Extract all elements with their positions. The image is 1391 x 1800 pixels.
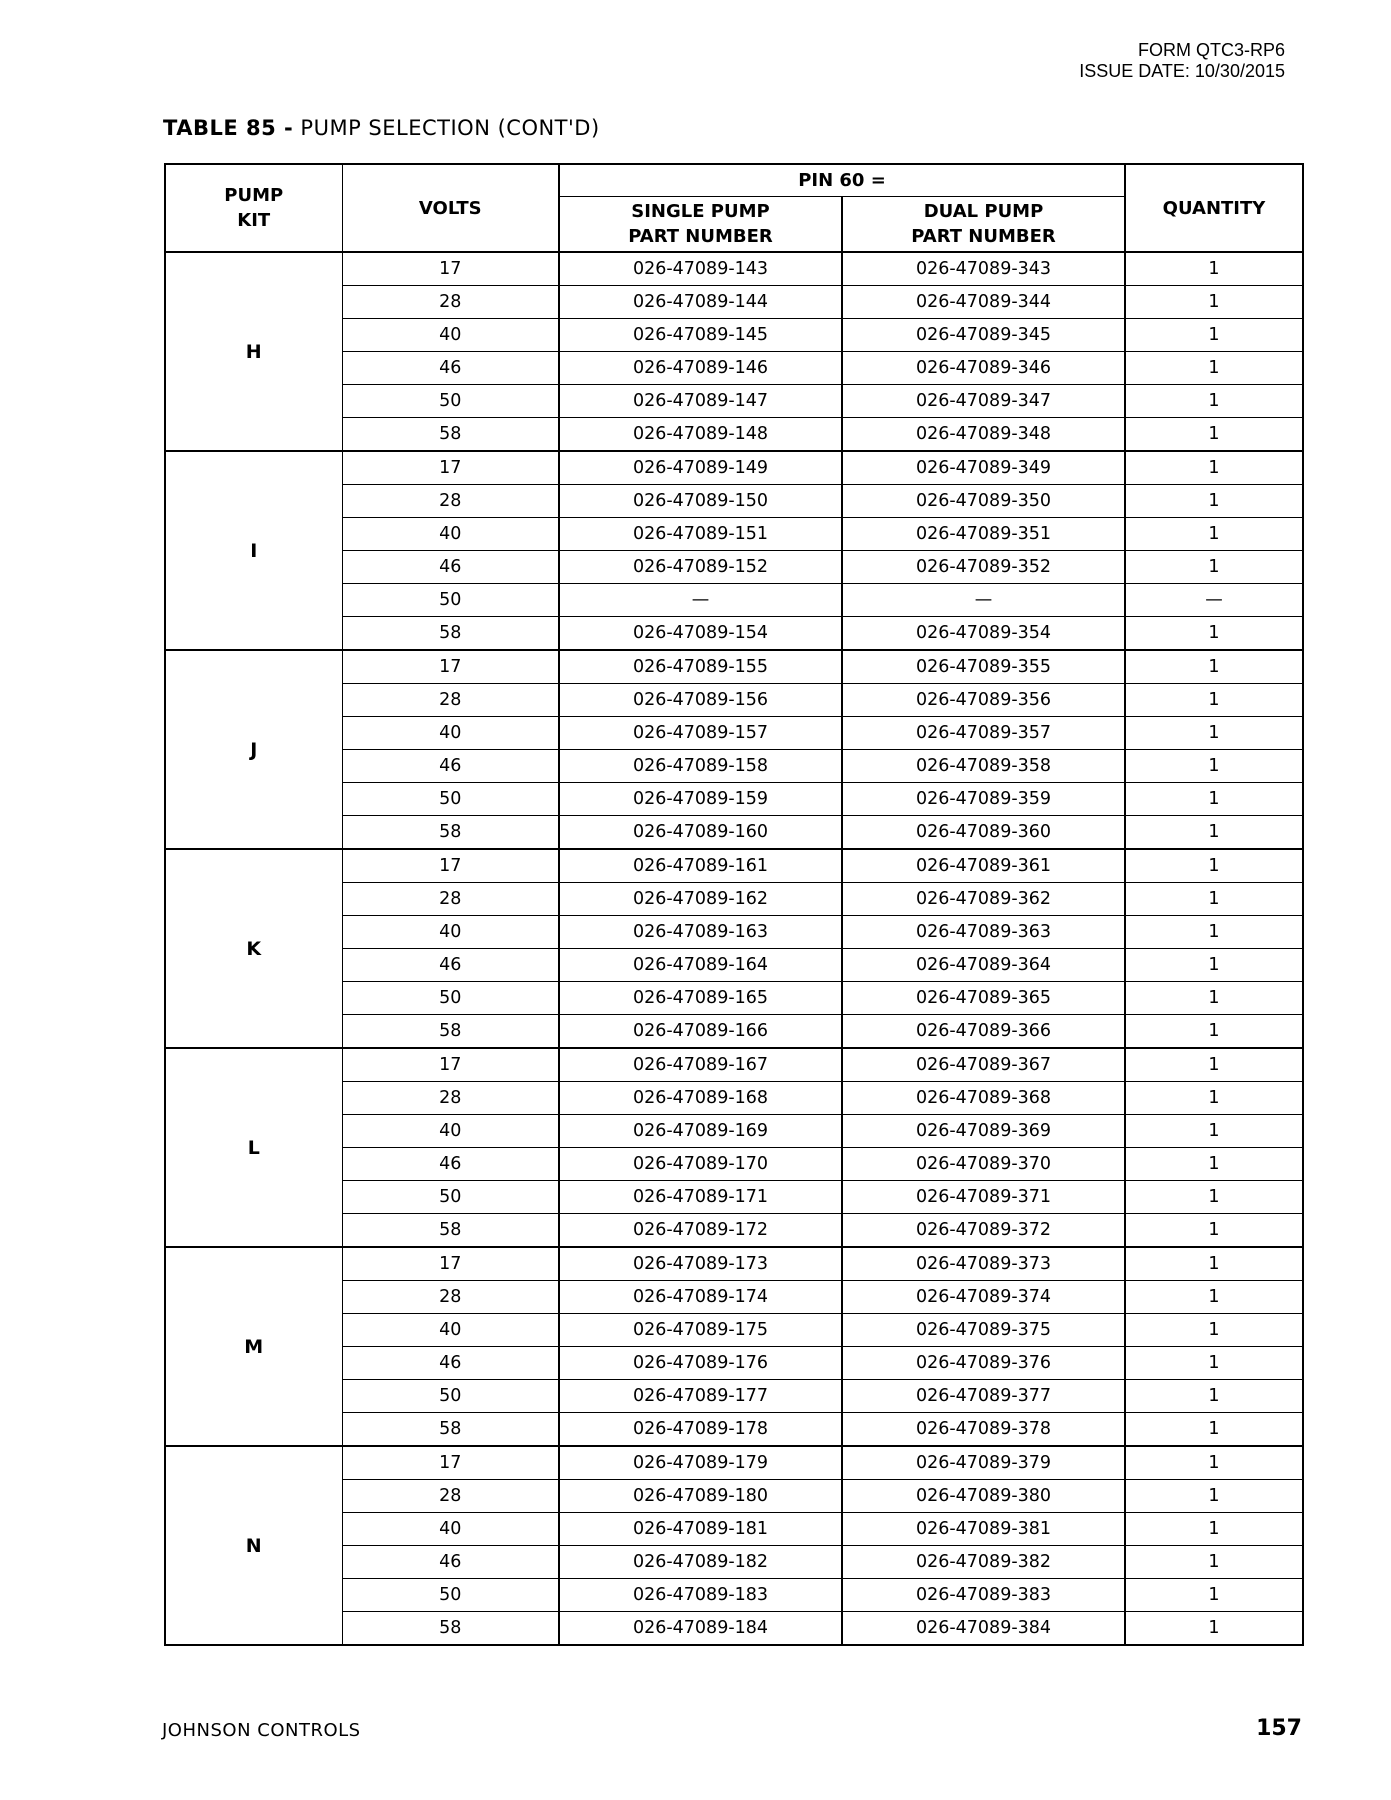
- table-row: [165, 650, 1303, 684]
- volts-cell: 50: [342, 982, 559, 1015]
- volts-cell: 46: [342, 551, 559, 584]
- col-header-single-line1: SINGLE PUMP: [631, 201, 770, 222]
- volts-cell: 50: [342, 1579, 559, 1612]
- single-pump-part-cell: 026-47089-174: [559, 1281, 842, 1314]
- quantity-cell: 1: [1125, 1148, 1303, 1181]
- dual-pump-part-cell: 026-47089-382: [842, 1546, 1125, 1579]
- dual-pump-part-cell: 026-47089-358: [842, 750, 1125, 783]
- dual-pump-part-cell: 026-47089-364: [842, 949, 1125, 982]
- volts-cell: 17: [342, 1247, 559, 1281]
- quantity-cell: 1: [1125, 551, 1303, 584]
- quantity-cell: 1: [1125, 849, 1303, 883]
- dual-pump-part-cell: 026-47089-345: [842, 319, 1125, 352]
- volts-cell: 50: [342, 1380, 559, 1413]
- volts-cell: 46: [342, 1148, 559, 1181]
- volts-cell: 40: [342, 518, 559, 551]
- single-pump-part-cell: 026-47089-148: [559, 418, 842, 452]
- single-pump-part-cell: —: [559, 584, 842, 617]
- volts-cell: 46: [342, 750, 559, 783]
- single-pump-part-cell: 026-47089-145: [559, 319, 842, 352]
- dual-pump-part-cell: 026-47089-367: [842, 1048, 1125, 1082]
- kit-group: [165, 451, 1303, 650]
- quantity-cell: 1: [1125, 1513, 1303, 1546]
- single-pump-part-cell: 026-47089-155: [559, 650, 842, 684]
- quantity-cell: 1: [1125, 518, 1303, 551]
- col-header-volts: VOLTS: [342, 164, 559, 252]
- footer-company: JOHNSON CONTROLS: [162, 1720, 361, 1741]
- volts-cell: 46: [342, 1347, 559, 1380]
- pump-kit-cell: N: [165, 1446, 342, 1645]
- dual-pump-part-cell: 026-47089-351: [842, 518, 1125, 551]
- single-pump-part-cell: 026-47089-176: [559, 1347, 842, 1380]
- dual-pump-part-cell: 026-47089-363: [842, 916, 1125, 949]
- volts-cell: 40: [342, 916, 559, 949]
- single-pump-part-cell: 026-47089-182: [559, 1546, 842, 1579]
- volts-cell: 46: [342, 352, 559, 385]
- dual-pump-part-cell: 026-47089-379: [842, 1446, 1125, 1480]
- volts-cell: 58: [342, 1015, 559, 1049]
- volts-cell: 17: [342, 451, 559, 485]
- quantity-cell: 1: [1125, 617, 1303, 651]
- single-pump-part-cell: 026-47089-154: [559, 617, 842, 651]
- col-header-pump-kit: [165, 164, 342, 252]
- col-header-pump-kit-line1: PUMP: [224, 185, 284, 206]
- dual-pump-part-cell: 026-47089-350: [842, 485, 1125, 518]
- single-pump-part-cell: 026-47089-171: [559, 1181, 842, 1214]
- single-pump-part-cell: 026-47089-163: [559, 916, 842, 949]
- kit-group: [165, 1247, 1303, 1446]
- single-pump-part-cell: 026-47089-168: [559, 1082, 842, 1115]
- pump-kit-cell: K: [165, 849, 342, 1048]
- single-pump-part-cell: 026-47089-147: [559, 385, 842, 418]
- single-pump-part-cell: 026-47089-151: [559, 518, 842, 551]
- single-pump-part-cell: 026-47089-166: [559, 1015, 842, 1049]
- volts-cell: 50: [342, 584, 559, 617]
- volts-cell: 40: [342, 1115, 559, 1148]
- dual-pump-part-cell: 026-47089-384: [842, 1612, 1125, 1646]
- pump-kit-cell: J: [165, 650, 342, 849]
- kit-group: [165, 650, 1303, 849]
- volts-cell: 50: [342, 1181, 559, 1214]
- volts-cell: 28: [342, 1480, 559, 1513]
- volts-cell: 58: [342, 1413, 559, 1447]
- col-header-dual-pump: [842, 197, 1125, 253]
- quantity-cell: 1: [1125, 1314, 1303, 1347]
- quantity-cell: 1: [1125, 1612, 1303, 1646]
- quantity-cell: 1: [1125, 1181, 1303, 1214]
- quantity-cell: 1: [1125, 1082, 1303, 1115]
- quantity-cell: 1: [1125, 1247, 1303, 1281]
- dual-pump-part-cell: 026-47089-352: [842, 551, 1125, 584]
- single-pump-part-cell: 026-47089-143: [559, 252, 842, 286]
- single-pump-part-cell: 026-47089-162: [559, 883, 842, 916]
- quantity-cell: 1: [1125, 1546, 1303, 1579]
- volts-cell: 28: [342, 485, 559, 518]
- quantity-cell: 1: [1125, 1214, 1303, 1248]
- col-header-dual-line1: DUAL PUMP: [923, 201, 1044, 222]
- pump-kit-cell: I: [165, 451, 342, 650]
- dual-pump-part-cell: 026-47089-378: [842, 1413, 1125, 1447]
- volts-cell: 28: [342, 1082, 559, 1115]
- volts-cell: 17: [342, 252, 559, 286]
- volts-cell: 17: [342, 1446, 559, 1480]
- volts-cell: 58: [342, 816, 559, 850]
- dual-pump-part-cell: 026-47089-343: [842, 252, 1125, 286]
- pump-kit-cell: H: [165, 252, 342, 451]
- single-pump-part-cell: 026-47089-157: [559, 717, 842, 750]
- pump-kit-cell: L: [165, 1048, 342, 1247]
- issue-date: ISSUE DATE: 10/30/2015: [1079, 61, 1285, 81]
- dual-pump-part-cell: 026-47089-366: [842, 1015, 1125, 1049]
- quantity-cell: 1: [1125, 418, 1303, 452]
- quantity-cell: 1: [1125, 1281, 1303, 1314]
- dual-pump-part-cell: 026-47089-376: [842, 1347, 1125, 1380]
- pump-kit-cell: M: [165, 1247, 342, 1446]
- table-row: [165, 1048, 1303, 1082]
- single-pump-part-cell: 026-47089-159: [559, 783, 842, 816]
- dual-pump-part-cell: 026-47089-365: [842, 982, 1125, 1015]
- quantity-cell: 1: [1125, 1480, 1303, 1513]
- quantity-cell: 1: [1125, 1579, 1303, 1612]
- table-row: [165, 1446, 1303, 1480]
- quantity-cell: 1: [1125, 1115, 1303, 1148]
- volts-cell: 28: [342, 286, 559, 319]
- dual-pump-part-cell: —: [842, 584, 1125, 617]
- quantity-cell: 1: [1125, 1347, 1303, 1380]
- col-header-dual-line2: PART NUMBER: [911, 226, 1056, 247]
- volts-cell: 40: [342, 1513, 559, 1546]
- dual-pump-part-cell: 026-47089-369: [842, 1115, 1125, 1148]
- volts-cell: 58: [342, 1612, 559, 1646]
- single-pump-part-cell: 026-47089-179: [559, 1446, 842, 1480]
- dual-pump-part-cell: 026-47089-354: [842, 617, 1125, 651]
- single-pump-part-cell: 026-47089-149: [559, 451, 842, 485]
- dual-pump-part-cell: 026-47089-346: [842, 352, 1125, 385]
- single-pump-part-cell: 026-47089-161: [559, 849, 842, 883]
- kit-group: [165, 1446, 1303, 1645]
- dual-pump-part-cell: 026-47089-377: [842, 1380, 1125, 1413]
- volts-cell: 50: [342, 783, 559, 816]
- dual-pump-part-cell: 026-47089-375: [842, 1314, 1125, 1347]
- dual-pump-part-cell: 026-47089-380: [842, 1480, 1125, 1513]
- form-header: [1079, 40, 1285, 82]
- single-pump-part-cell: 026-47089-164: [559, 949, 842, 982]
- quantity-cell: 1: [1125, 485, 1303, 518]
- volts-cell: 17: [342, 650, 559, 684]
- col-header-single-line2: PART NUMBER: [628, 226, 773, 247]
- page-number: 157: [1256, 1716, 1302, 1741]
- quantity-cell: 1: [1125, 816, 1303, 850]
- quantity-cell: —: [1125, 584, 1303, 617]
- quantity-cell: 1: [1125, 684, 1303, 717]
- kit-group: [165, 1048, 1303, 1247]
- single-pump-part-cell: 026-47089-152: [559, 551, 842, 584]
- single-pump-part-cell: 026-47089-183: [559, 1579, 842, 1612]
- volts-cell: 28: [342, 684, 559, 717]
- volts-cell: 58: [342, 617, 559, 651]
- volts-cell: 17: [342, 849, 559, 883]
- kit-group: [165, 252, 1303, 451]
- single-pump-part-cell: 026-47089-178: [559, 1413, 842, 1447]
- quantity-cell: 1: [1125, 252, 1303, 286]
- volts-cell: 28: [342, 1281, 559, 1314]
- quantity-cell: 1: [1125, 916, 1303, 949]
- single-pump-part-cell: 026-47089-144: [559, 286, 842, 319]
- dual-pump-part-cell: 026-47089-344: [842, 286, 1125, 319]
- dual-pump-part-cell: 026-47089-383: [842, 1579, 1125, 1612]
- single-pump-part-cell: 026-47089-173: [559, 1247, 842, 1281]
- single-pump-part-cell: 026-47089-180: [559, 1480, 842, 1513]
- col-header-pin60: PIN 60 =: [559, 164, 1125, 197]
- quantity-cell: 1: [1125, 286, 1303, 319]
- single-pump-part-cell: 026-47089-184: [559, 1612, 842, 1646]
- dual-pump-part-cell: 026-47089-347: [842, 385, 1125, 418]
- quantity-cell: 1: [1125, 1380, 1303, 1413]
- table-number: TABLE 85 -: [163, 116, 294, 140]
- dual-pump-part-cell: 026-47089-359: [842, 783, 1125, 816]
- single-pump-part-cell: 026-47089-181: [559, 1513, 842, 1546]
- quantity-cell: 1: [1125, 883, 1303, 916]
- quantity-cell: 1: [1125, 717, 1303, 750]
- volts-cell: 40: [342, 319, 559, 352]
- volts-cell: 17: [342, 1048, 559, 1082]
- dual-pump-part-cell: 026-47089-372: [842, 1214, 1125, 1248]
- single-pump-part-cell: 026-47089-146: [559, 352, 842, 385]
- quantity-cell: 1: [1125, 451, 1303, 485]
- volts-cell: 58: [342, 1214, 559, 1248]
- volts-cell: 40: [342, 1314, 559, 1347]
- col-header-pump-kit-line2: KIT: [237, 210, 271, 231]
- dual-pump-part-cell: 026-47089-371: [842, 1181, 1125, 1214]
- volts-cell: 28: [342, 883, 559, 916]
- quantity-cell: 1: [1125, 319, 1303, 352]
- dual-pump-part-cell: 026-47089-357: [842, 717, 1125, 750]
- single-pump-part-cell: 026-47089-175: [559, 1314, 842, 1347]
- quantity-cell: 1: [1125, 1048, 1303, 1082]
- dual-pump-part-cell: 026-47089-355: [842, 650, 1125, 684]
- dual-pump-part-cell: 026-47089-370: [842, 1148, 1125, 1181]
- volts-cell: 58: [342, 418, 559, 452]
- single-pump-part-cell: 026-47089-167: [559, 1048, 842, 1082]
- col-header-quantity: QUANTITY: [1125, 164, 1303, 252]
- dual-pump-part-cell: 026-47089-362: [842, 883, 1125, 916]
- dual-pump-part-cell: 026-47089-348: [842, 418, 1125, 452]
- col-header-single-pump: [559, 197, 842, 253]
- dual-pump-part-cell: 026-47089-361: [842, 849, 1125, 883]
- dual-pump-part-cell: 026-47089-356: [842, 684, 1125, 717]
- quantity-cell: 1: [1125, 1446, 1303, 1480]
- volts-cell: 46: [342, 1546, 559, 1579]
- kit-group: [165, 849, 1303, 1048]
- table-row: [165, 1247, 1303, 1281]
- form-number: FORM QTC3-RP6: [1137, 40, 1285, 60]
- dual-pump-part-cell: 026-47089-373: [842, 1247, 1125, 1281]
- quantity-cell: 1: [1125, 750, 1303, 783]
- table-row: [165, 849, 1303, 883]
- dual-pump-part-cell: 026-47089-349: [842, 451, 1125, 485]
- pump-selection-table: [164, 163, 1304, 1646]
- volts-cell: 50: [342, 385, 559, 418]
- single-pump-part-cell: 026-47089-156: [559, 684, 842, 717]
- dual-pump-part-cell: 026-47089-381: [842, 1513, 1125, 1546]
- quantity-cell: 1: [1125, 1015, 1303, 1049]
- table-title: [163, 116, 600, 140]
- table-name: PUMP SELECTION (CONT'D): [293, 116, 600, 140]
- dual-pump-part-cell: 026-47089-360: [842, 816, 1125, 850]
- table-row: [165, 252, 1303, 286]
- single-pump-part-cell: 026-47089-150: [559, 485, 842, 518]
- single-pump-part-cell: 026-47089-177: [559, 1380, 842, 1413]
- single-pump-part-cell: 026-47089-160: [559, 816, 842, 850]
- single-pump-part-cell: 026-47089-170: [559, 1148, 842, 1181]
- quantity-cell: 1: [1125, 352, 1303, 385]
- single-pump-part-cell: 026-47089-158: [559, 750, 842, 783]
- volts-cell: 46: [342, 949, 559, 982]
- single-pump-part-cell: 026-47089-165: [559, 982, 842, 1015]
- quantity-cell: 1: [1125, 783, 1303, 816]
- quantity-cell: 1: [1125, 1413, 1303, 1447]
- dual-pump-part-cell: 026-47089-368: [842, 1082, 1125, 1115]
- quantity-cell: 1: [1125, 385, 1303, 418]
- quantity-cell: 1: [1125, 949, 1303, 982]
- single-pump-part-cell: 026-47089-172: [559, 1214, 842, 1248]
- quantity-cell: 1: [1125, 650, 1303, 684]
- table-row: [165, 451, 1303, 485]
- volts-cell: 40: [342, 717, 559, 750]
- single-pump-part-cell: 026-47089-169: [559, 1115, 842, 1148]
- dual-pump-part-cell: 026-47089-374: [842, 1281, 1125, 1314]
- quantity-cell: 1: [1125, 982, 1303, 1015]
